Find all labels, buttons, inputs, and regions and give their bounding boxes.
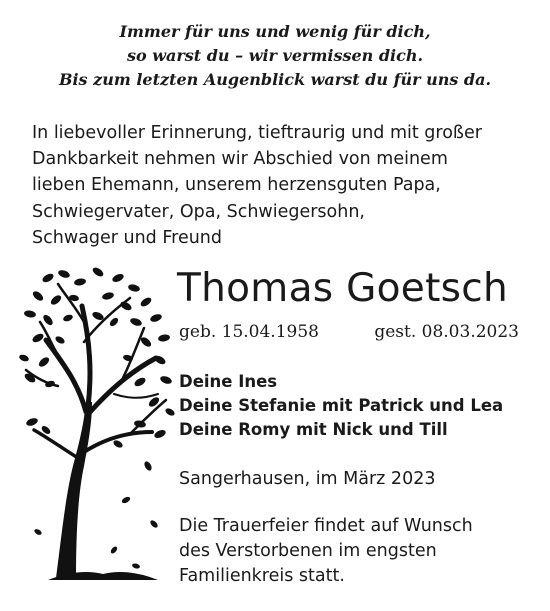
mourner-line: Deine Romy mit Nick und Till	[179, 420, 448, 439]
mourner-line: Deine Ines	[179, 372, 278, 391]
mourners-list	[179, 370, 503, 442]
mourner-line: Deine Stefanie mit Patrick und Lea	[179, 396, 504, 415]
funeral-line: des Verstorbenen im engsten	[179, 541, 437, 561]
intro-text	[32, 120, 532, 251]
poem-line: Bis zum letzten Augenblick warst du für uns da.	[58, 70, 492, 89]
funeral-line: Familienkreis statt.	[179, 566, 345, 586]
poem-verse	[0, 20, 550, 92]
intro-line: lieben Ehemann, unserem herzensguten Papa,	[32, 175, 441, 196]
intro-line: In liebevoller Erinnerung, tieftraurig und mit großer	[32, 123, 482, 143]
place-and-date: Sangerhausen, im März 2023	[179, 469, 436, 489]
funeral-line: Die Trauerfeier findet auf Wunsch	[179, 516, 473, 536]
tree-icon	[18, 262, 178, 592]
death-date: gest. 08.03.2023	[374, 322, 519, 342]
deceased-name: Thomas Goetsch	[177, 266, 509, 311]
intro-line: Schwiegervater, Opa, Schwiegersohn,	[32, 201, 365, 222]
poem-line: so warst du – wir vermissen dich.	[126, 46, 424, 65]
funeral-notice	[179, 514, 473, 589]
intro-line: Schwager und Freund	[32, 227, 223, 248]
intro-line: Dankbarkeit nehmen wir Abschied von meinem	[32, 149, 448, 170]
poem-line: Immer für uns und wenig für dich,	[119, 22, 431, 41]
birth-date: geb. 15.04.1958	[179, 322, 319, 342]
